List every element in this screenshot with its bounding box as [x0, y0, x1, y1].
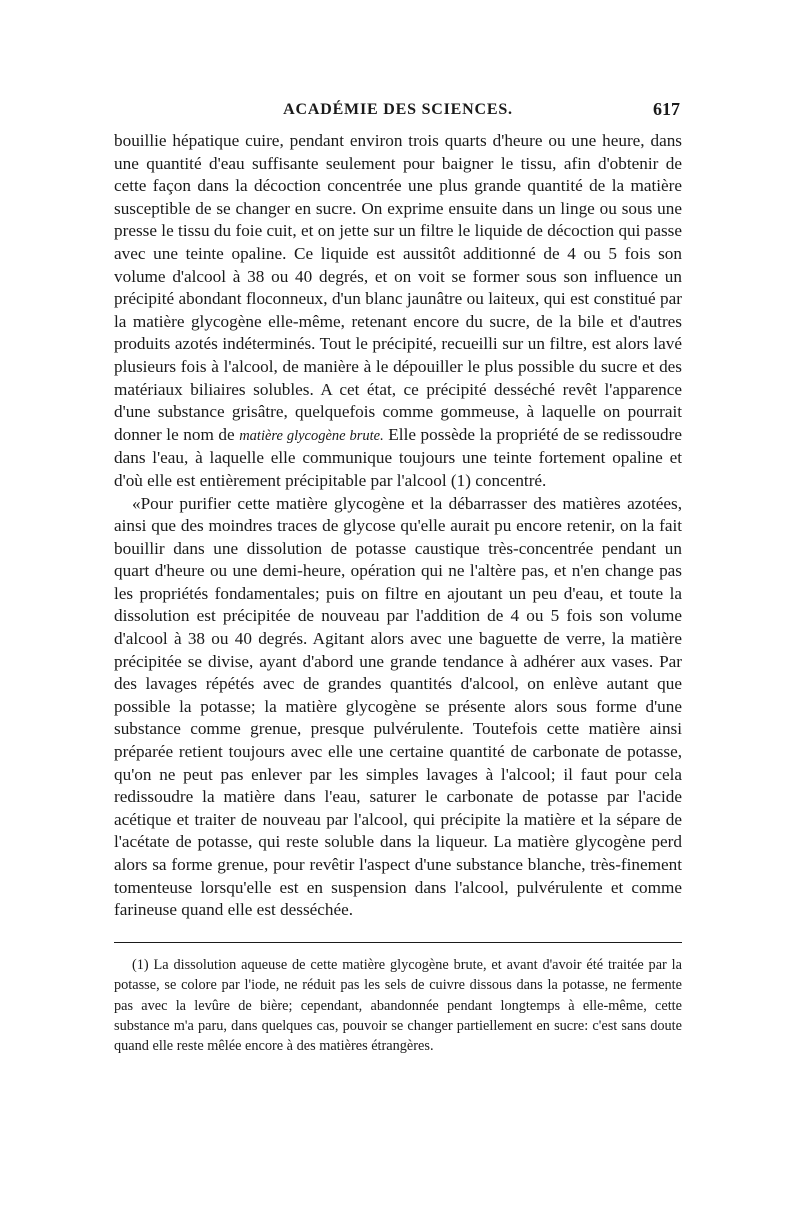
page-number: 617: [653, 99, 680, 119]
body-text: [114, 130, 682, 922]
running-title: ACADÉMIE DES SCIENCES.: [283, 101, 513, 118]
footnote-rule: [114, 942, 682, 943]
italic-term: matière glycogène brute.: [239, 427, 384, 444]
page: [114, 98, 682, 1057]
paragraph-continued: [114, 130, 682, 493]
paragraph-2: «Pour purifier cette matière glycogène et la débarrasser des matières azotées, ainsi que des moindres traces de glycose qu'elle aurait pu encore retenir, on la fait bouillir dans une dissolution de potasse caustique très-concentrée pendant un quart d'heure ou une demi-heure, opération qui ne l'altère pas, et n'en change pas les propriétés fondamentales; puis on filtre en ajoutant un peu d'eau, et toute la dissolution est précipitée de nouveau par l'addition de 4 ou 5 fois son volume d'alcool à 38 ou 40 degrés. Agitant alors avec une baguette de verre, la matière précipitée se divise, ayant d'abord une grande tendance à adhérer aux vases. Par des lavages répétés avec de grandes quantités d'alcool, on enlève autant que possible la potasse; la matière glycogène se présente alors sous forme d'une substance comme grenue, presque pulvérulente. Toutefois cette matière ainsi préparée retient toujours avec elle une certaine quantité de carbonate de potasse, qu'on ne peut pas enlever par les simples lavages à l'alcool; il faut pour cela redissoudre la matière dans l'eau, saturer le carbonate de potasse par l'acide acétique et traiter de nouveau par l'alcool, qui précipite la matière et la sépare de l'acétate de potasse, qui reste soluble dans la liqueur. La matière glycogène perd alors sa forme grenue, pour revêtir l'aspect d'une substance blanche, très-finement tomenteuse lorsqu'elle est en suspension dans l'alcool, pulvérulente et comme farineuse quand elle est desséchée.: [114, 493, 682, 920]
paragraph-1-text: bouillie hépatique cuire, pendant environ trois quarts d'heure ou une heure, dans une quantité d'eau suffisante seulement pour baigner le tissu, afin d'obtenir de cette façon dans la décoction concentrée une plus grande quantité de la matière susceptible de se changer en sucre. On exprime ensuite dans un linge ou sous une presse le tissu du foie cuit, et on jette sur un filtre le liquide de décoction qui passe avec une teinte opaline. Ce liquide est aussitôt additionné de 4 ou 5 fois son volume d'alcool à 38 ou 40 degrés, et on voit se former sous son influence un précipité abondant floconneux, d'un blanc jaunâtre ou laiteux, qui est constitué par la matière glycogène elle-même, retenant encore du sucre, de la bile et d'autres produits azotés indéterminés. Tout le précipité, recueilli sur un filtre, est alors lavé plusieurs fois à l'alcool, de manière à le dépouiller le plus possible du sucre et des matériaux biliaires solubles. A cet état, ce précipité desséché revêt l'apparence d'une substance grisâtre, quelquefois comme gommeuse, à laquelle on pourrait donner le nom de: [114, 131, 682, 444]
footnote: (1) La dissolution aqueuse de cette matière glycogène brute, et avant d'avoir été traitée par la potasse, se colore par l'iode, ne réduit pas les sels de cuivre dissous dans la potasse, ne fermente pas avec la levûre de bière; cependant, abandonnée pendant longtemps à elle-même, cette substance m'a paru, dans quelques cas, pouvoir se changer partiellement en sucre: c'est sans doute quand elle reste mêlée encore à des matières étrangères.: [114, 956, 682, 1055]
paragraph-1-text-end: Elle possède la propriété de se redissoudre dans l'eau, à laquelle elle communique toujours une teinte fortement opaline et d'où elle est entièrement précipitable par l'alcool (1) concentré.: [114, 424, 682, 490]
running-header: [114, 98, 682, 124]
